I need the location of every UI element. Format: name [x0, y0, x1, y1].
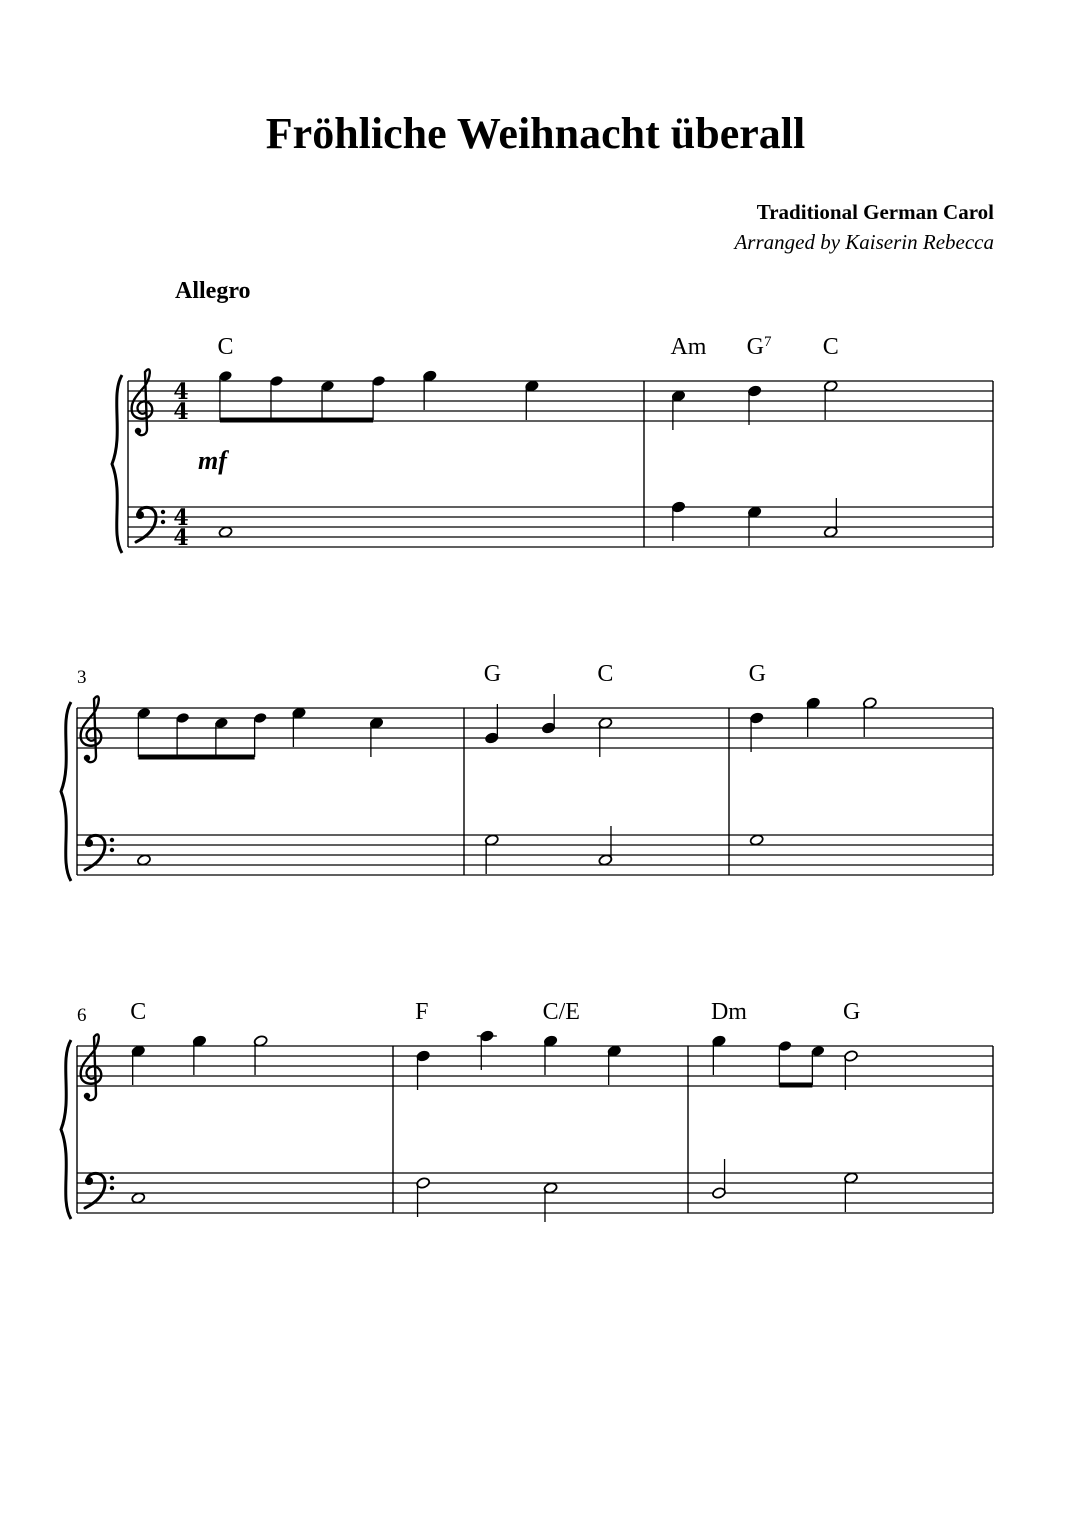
song-title: Fröhliche Weihnacht überall — [265, 109, 806, 158]
chord-symbol: F — [415, 999, 429, 1025]
treble-measure — [131, 1035, 268, 1085]
time-sig-top: 4 — [173, 379, 189, 405]
chord-symbol: G — [748, 661, 767, 687]
bass-time-signature — [173, 505, 188, 551]
chord-symbol: G — [483, 661, 502, 687]
chord-symbol: C/E — [542, 999, 580, 1025]
brace — [112, 375, 122, 553]
treble-measure — [671, 380, 838, 430]
composer-credit: Traditional German Carol — [756, 200, 994, 224]
bass-measure — [671, 498, 838, 546]
bass-measure — [137, 854, 152, 867]
chord-symbol: C — [822, 334, 839, 360]
dynamic-marking: mf — [198, 446, 227, 475]
bass-measure — [712, 1159, 859, 1212]
chord-symbol: G — [842, 999, 861, 1025]
time-sig-top: 4 — [173, 505, 189, 531]
bass-staff — [128, 507, 993, 547]
measure-number: 6 — [77, 1005, 87, 1026]
treble-staff — [77, 708, 993, 748]
treble-measure — [218, 370, 539, 420]
system-2 — [77, 708, 993, 875]
tempo-marking: Allegro — [175, 278, 251, 304]
bass-measure — [484, 826, 612, 874]
treble-clef-icon — [81, 1034, 102, 1100]
treble-measure — [712, 1035, 859, 1090]
chord-symbol: Am — [670, 334, 707, 360]
treble-measure — [137, 707, 384, 757]
bass-staff — [77, 835, 993, 875]
whole-note — [131, 1192, 146, 1205]
whole-note — [137, 854, 152, 867]
chord-symbol: C — [217, 334, 234, 360]
brace — [61, 702, 71, 881]
bass-measure — [131, 1192, 146, 1205]
time-sig-bottom: 4 — [173, 399, 189, 425]
treble-staff — [128, 381, 993, 421]
arranger-credit: Arranged by Kaiserin Rebecca — [734, 230, 994, 254]
chord-symbol: C — [597, 661, 614, 687]
brace — [61, 1040, 71, 1219]
bass-measure — [749, 834, 764, 847]
whole-note — [218, 526, 233, 539]
bass-measure — [218, 526, 233, 539]
chord-superscript: 7 — [763, 334, 772, 350]
system-3 — [77, 1046, 993, 1213]
chord-symbol: $G^7$ — [746, 334, 772, 360]
treble-clef-icon — [132, 369, 153, 435]
chord-symbol: Dm — [710, 999, 747, 1025]
time-sig-bottom: 4 — [173, 525, 189, 551]
treble-measure — [749, 697, 877, 752]
measure-number: 3 — [77, 667, 87, 688]
system-1 — [128, 381, 993, 547]
treble-measure — [416, 1030, 622, 1090]
treble-time-signature — [173, 379, 188, 425]
whole-note — [749, 834, 764, 847]
chord-symbol: C — [130, 999, 147, 1025]
treble-clef-icon — [81, 696, 102, 762]
